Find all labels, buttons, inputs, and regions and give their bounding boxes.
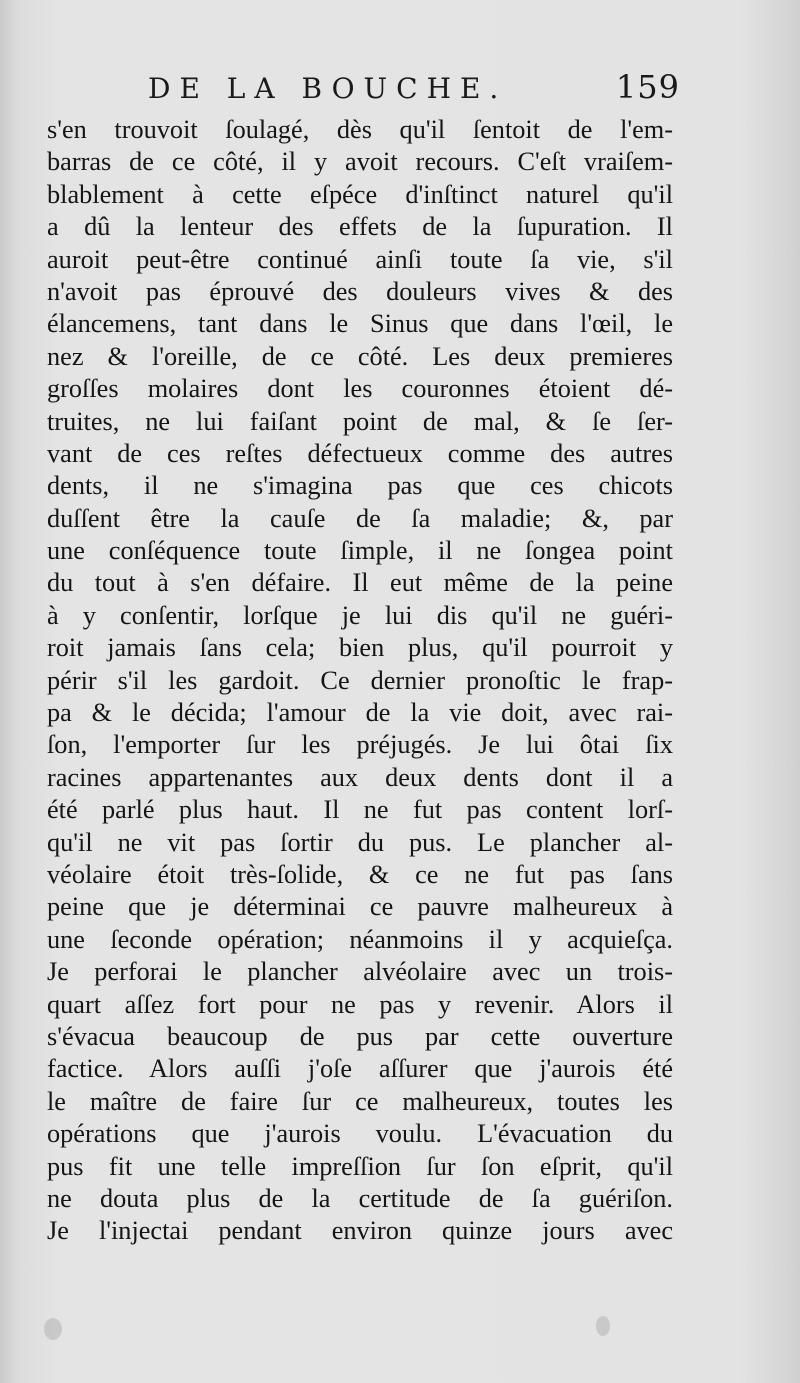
- text-line: nez & l'oreille, de ce côté. Les deux premieres: [47, 341, 673, 371]
- text-line: une conſéquence toute ſimple, il ne ſongea point: [47, 536, 673, 566]
- text-line: Je perforai le plancher alvéolaire avec un trois-: [47, 957, 673, 987]
- text-line: a dû la lenteur des effets de la ſupuration. Il: [47, 212, 673, 242]
- running-title: DE LA BOUCHE.: [148, 72, 508, 105]
- page-number: 159: [615, 68, 680, 106]
- text-line: élancemens, tant dans le Sinus que dans l'œil, le: [47, 309, 673, 339]
- text-line: quart aſſez fort pour ne pas y revenir. Alors il: [47, 989, 673, 1019]
- text-line: le maître de faire ſur ce malheureux, toutes les: [47, 1086, 673, 1116]
- text-line: blablement à cette eſpéce d'inſtinct naturel qu'il: [47, 179, 673, 209]
- text-line: n'avoit pas éprouvé des douleurs vives & des: [47, 276, 673, 306]
- page-stain: [44, 1318, 62, 1340]
- text-line: s'en trouvoit ſoulagé, dès qu'il ſentoit de l'em-: [47, 115, 673, 144]
- text-line: à y conſentir, lorſque je lui dis qu'il ne guéri-: [47, 600, 673, 630]
- text-line: s'évacua beaucoup de pus par cette ouverture: [47, 1021, 673, 1051]
- text-line: dents, il ne s'imagina pas que ces chicots: [47, 471, 673, 501]
- text-line: Je l'injectai pendant environ quinze jours avec: [47, 1216, 673, 1246]
- text-line: véolaire étoit très-ſolide, & ce ne fut pas ſans: [47, 859, 673, 889]
- text-line: truites, ne lui faiſant point de mal, & ſe ſer-: [47, 406, 673, 436]
- page-header: [148, 68, 688, 112]
- text-line: racines appartenantes aux deux dents dont il a: [47, 762, 673, 792]
- text-line: pa & le décida; l'amour de la vie doit, avec rai-: [47, 698, 673, 728]
- text-line: roit jamais ſans cela; bien plus, qu'il pourroit y: [47, 633, 673, 663]
- text-line: une ſeconde opération; néanmoins il y acquieſça.: [47, 924, 673, 954]
- page-stain: [596, 1316, 610, 1336]
- text-line: factice. Alors auſſi j'oſe aſſurer que j'aurois été: [47, 1054, 673, 1084]
- text-line: du tout à s'en défaire. Il eut même de la peine: [47, 568, 673, 598]
- text-line: duſſent être la cauſe de ſa maladie; &, par: [47, 503, 673, 533]
- text-line: vant de ces reſtes défectueux comme des autres: [47, 438, 673, 468]
- text-line: opérations que j'aurois voulu. L'évacuation du: [47, 1119, 673, 1149]
- text-line: groſſes molaires dont les couronnes étoient dé-: [47, 374, 673, 404]
- text-line: auroit peut-être continué ainſi toute ſa vie, s'il: [47, 244, 673, 274]
- text-line: barras de ce côté, il y avoit recours. C'eſt vraiſem-: [47, 147, 673, 177]
- text-line: peine que je déterminai ce pauvre malheureux à: [47, 892, 673, 922]
- text-line: ne douta plus de la certitude de ſa guériſon.: [47, 1183, 673, 1213]
- text-line: périr s'il les gardoit. Ce dernier pronoſtic le frap-: [47, 665, 673, 695]
- text-line: qu'il ne vit pas ſortir du pus. Le plancher al-: [47, 827, 673, 857]
- text-line: pus fit une telle impreſſion ſur ſon eſprit, qu'il: [47, 1151, 673, 1181]
- text-line: ſon, l'emporter ſur les préjugés. Je lui ôtai ſix: [47, 730, 673, 760]
- text-line: été parlé plus haut. Il ne fut pas content lorſ-: [47, 795, 673, 825]
- body-text: [47, 114, 673, 1248]
